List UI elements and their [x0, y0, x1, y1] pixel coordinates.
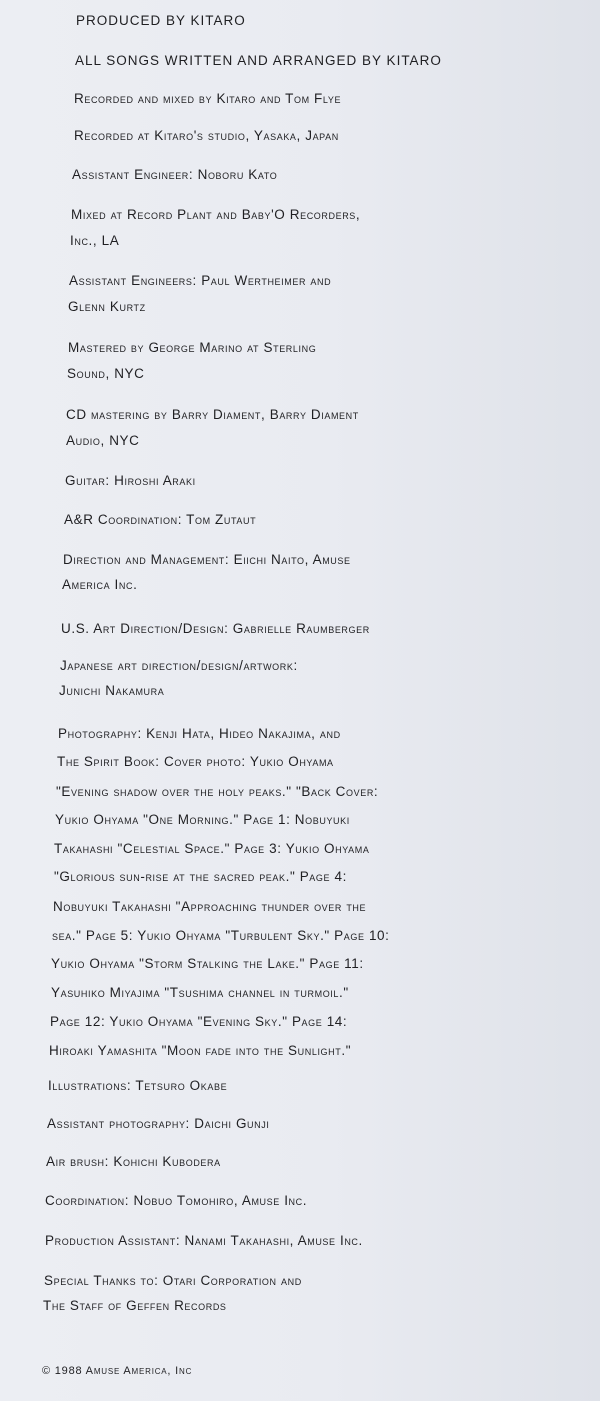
credit-line: Takahashi "Celestial Space." Page 3: Yukio Ohyama	[54, 841, 370, 856]
credit-line: Audio, NYC	[66, 433, 140, 448]
credit-line: Sound, NYC	[67, 366, 145, 381]
credit-line: U.S. Art Direction/Design: Gabrielle Raumberger	[61, 621, 370, 636]
credit-line: Assistant Engineers: Paul Wertheimer and	[69, 273, 332, 288]
credit-line: Mastered by George Marino at Sterling	[68, 340, 317, 355]
credit-line: Guitar: Hiroshi Araki	[65, 473, 196, 488]
credit-line: Glenn Kurtz	[68, 299, 146, 314]
credit-line: Production Assistant: Nanami Takahashi, Amuse Inc.	[45, 1233, 363, 1248]
credit-line: PRODUCED BY KITARO	[76, 13, 246, 28]
credit-line: Yasuhiko Miyajima "Tsushima channel in turmoil."	[51, 985, 349, 1000]
credit-line: Hiroaki Yamashita "Moon fade into the Sunlight."	[49, 1043, 352, 1058]
credit-line: Yukio Ohyama "Storm Stalking the Lake." Page 11:	[51, 956, 364, 971]
credit-line: sea." Page 5: Yukio Ohyama "Turbulent Sky." Page 10:	[52, 928, 390, 943]
credit-line: CD mastering by Barry Diament, Barry Diament	[66, 407, 359, 422]
credit-line: Special Thanks to: Otari Corporation and	[44, 1273, 302, 1288]
credit-line: Nobuyuki Takahashi "Approaching thunder over the	[53, 899, 367, 914]
credit-line: Direction and Management: Eiichi Naito, Amuse	[63, 552, 351, 567]
credit-line: "Glorious sun-rise at the sacred peak." Page 4:	[54, 869, 347, 884]
credit-line: Assistant photography: Daichi Gunji	[47, 1116, 270, 1131]
credit-line: Air brush: Kohichi Kubodera	[46, 1154, 221, 1169]
credit-line: The Spirit Book: Cover photo: Yukio Ohyama	[57, 754, 334, 769]
credit-line: Assistant Engineer: Noboru Kato	[72, 167, 278, 182]
credit-line: "Evening shadow over the holy peaks." "Back Cover:	[56, 784, 379, 799]
credit-line: The Staff of Geffen Records	[43, 1298, 227, 1313]
credit-line: Photography: Kenji Hata, Hideo Nakajima, and	[58, 726, 341, 741]
credit-line: Junichi Nakamura	[59, 683, 165, 698]
credit-line: Japanese art direction/design/artwork:	[60, 658, 298, 673]
credit-line: Coordination: Nobuo Tomohiro, Amuse Inc.	[45, 1193, 308, 1208]
credit-line: A&R Coordination: Tom Zutaut	[64, 512, 257, 527]
credit-line: Recorded and mixed by Kitaro and Tom Flye	[74, 91, 342, 106]
credit-line: Illustrations: Tetsuro Okabe	[48, 1078, 228, 1093]
credit-line: Inc., LA	[70, 233, 120, 248]
credit-line: America Inc.	[62, 577, 138, 592]
credit-line: Page 12: Yukio Ohyama "Evening Sky." Page 14:	[50, 1014, 348, 1029]
credit-line: Yukio Ohyama "One Morning." Page 1: Nobuyuki	[55, 812, 350, 827]
credit-line: Recorded at Kitaro's studio, Yasaka, Japan	[74, 128, 339, 143]
credit-line: Mixed at Record Plant and Baby'O Recorders,	[71, 207, 361, 222]
credit-line: ALL SONGS WRITTEN AND ARRANGED BY KITARO	[75, 53, 442, 68]
copyright-notice: © 1988 Amuse America, Inc	[42, 1365, 193, 1377]
